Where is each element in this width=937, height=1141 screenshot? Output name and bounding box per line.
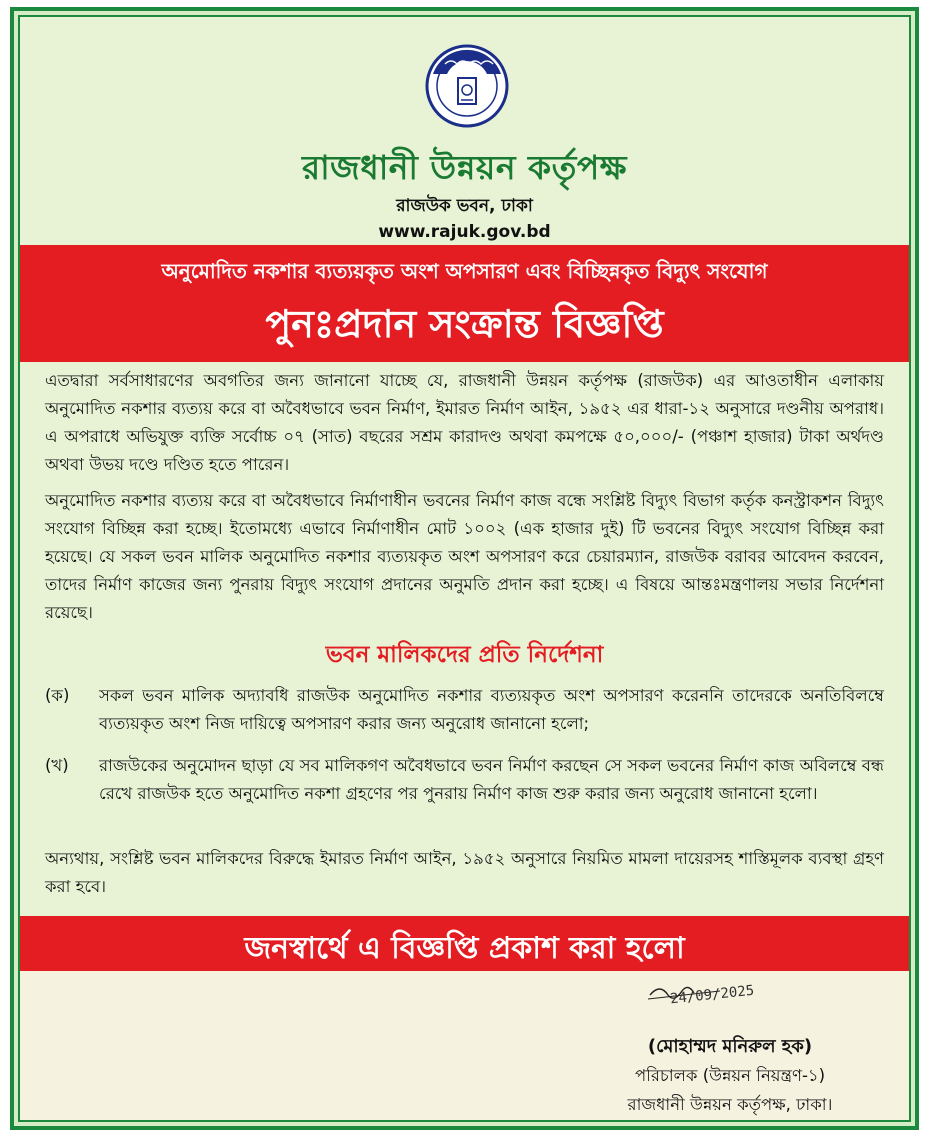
footer-banner bbox=[20, 916, 909, 971]
rajuk-logo bbox=[425, 44, 509, 128]
signatory-designation: পরিচালক (উন্নয়ন নিয়ন্ত্রণ-১) bbox=[634, 1066, 826, 1085]
instruction-marker: (খ) bbox=[45, 756, 69, 775]
notice-body bbox=[18, 15, 911, 1122]
signatory-organization: রাজধানী উন্নয়ন কর্তৃপক্ষ, ঢাকা। bbox=[627, 1095, 833, 1114]
paragraph-2: অনুমোদিত নকশার ব্যত্যয় করে বা অবৈধভাবে নির্মাণাধীন ভবনের নির্মাণ কাজ বন্ধে সংশ্লিষ্ট বিদ্যুৎ বিভাগ কর্তৃক কনস্ট্রাকশন বিদ্যুৎ সংযোগ বিচ্ছিন্ন করা হচ্ছে। ইতোমধ্যে এভাবে নির্মাণাধীন মোট ১০০২ (এক হাজার দুই) টি ভবনের বিদ্যুৎ সংযোগ বিচ্ছিন্ন করা হয়েছে। যে সকল ভবন মালিক অনুমোদিত নকশার ব্যত্যয়কৃত অংশ অপসারণ করে চেয়ারম্যান, রাজউক বরাবর আবেদন করবেন, তাদের নির্মাণ কাজের জন্য পুনরায় বিদ্যুৎ সংযোগ প্রদানের অনুমতি প্রদান করা হচ্ছে। এ বিষয়ে আন্তঃমন্ত্রণালয় সভার নির্দেশনা রয়েছে। bbox=[45, 491, 884, 622]
instruction-item bbox=[45, 682, 884, 738]
signatory-name: (মোহাম্মদ মনিরুল হক) bbox=[647, 1036, 813, 1057]
footer-banner-text: জনস্বার্থে এ বিজ্ঞপ্তি প্রকাশ করা হলো bbox=[244, 931, 685, 966]
org-name: রাজধানী উন্নয়ন কর্তৃপক্ষ bbox=[301, 148, 628, 187]
notice-frame bbox=[10, 7, 919, 1130]
instruction-text: সকল ভবন মালিক অদ্যাবধি রাজউক অনুমোদিত নকশার ব্যত্যয়কৃত অংশ অপসারণ করেননি তাদেরকে অনতিবিলম্বে ব্যত্যয়কৃত অংশ নিজ দায়িত্বে অপসারণ করার জন্য অনুরোধ জানানো হলো; bbox=[99, 686, 884, 733]
org-address: রাজউক ভবন, ঢাকা bbox=[396, 196, 533, 216]
instruction-item bbox=[45, 752, 884, 808]
signature-date: 24/09/2025 bbox=[669, 982, 755, 1008]
title-banner bbox=[20, 245, 909, 362]
title-line-2: পুনঃপ্রদান সংক্রান্ত বিজ্ঞপ্তি bbox=[265, 302, 664, 346]
instruction-text: রাজউকের অনুমোদন ছাড়া যে সব মালিকগণ অবৈধভাবে ভবন নির্মাণ করছেন সে সকল ভবনের নির্মাণ কাজ অবিলম্বে বন্ধ রেখে রাজউক হতে অনুমোদিত নকশা গ্রহণের পর পুনরায় নির্মাণ কাজ শুরু করার জন্য অনুরোধ জানানো হলো। bbox=[99, 756, 884, 803]
title-line-1: অনুমোদিত নকশার ব্যত্যয়কৃত অংশ অপসারণ এবং বিচ্ছিন্নকৃত বিদ্যুৎ সংযোগ bbox=[161, 259, 768, 283]
paragraph-3: অন্যথায়, সংশ্লিষ্ট ভবন মালিকদের বিরুদ্ধে ইমারত নির্মাণ আইন, ১৯৫২ অনুসারে নিয়মিত মামলা দায়েরসহ শাস্তিমূলক ব্যবস্থা গ্রহণ করা হবে। bbox=[45, 849, 884, 896]
org-website: www.rajuk.gov.bd bbox=[378, 222, 551, 242]
instructions-heading: ভবন মালিকদের প্রতি নির্দেশনা bbox=[325, 642, 604, 668]
instruction-marker: (ক) bbox=[45, 686, 70, 705]
paragraph-1: এতদ্বারা সর্বসাধারণের অবগতির জন্য জানানো যাচ্ছে যে, রাজধানী উন্নয়ন কর্তৃপক্ষ (রাজউক) এর আওতাধীন এলাকায় অনুমোদিত নকশার ব্যত্যয় করে বা অবৈধভাবে ভবন নির্মাণ, ইমারত নির্মাণ আইন, ১৯৫২ এর ধারা-১২ অনুসারে দণ্ডনীয় অপরাধ। এ অপরাধে অভিযুক্ত ব্যক্তি সর্বোচ্চ ০৭ (সাত) বছরের সশ্রম কারাদণ্ড অথবা কমপক্ষে ৫০,০০০/- (পঞ্চাশ হাজার) টাকা অর্থদণ্ড অথবা উভয় দণ্ডে দণ্ডিত হতে পারেন। bbox=[45, 371, 884, 474]
